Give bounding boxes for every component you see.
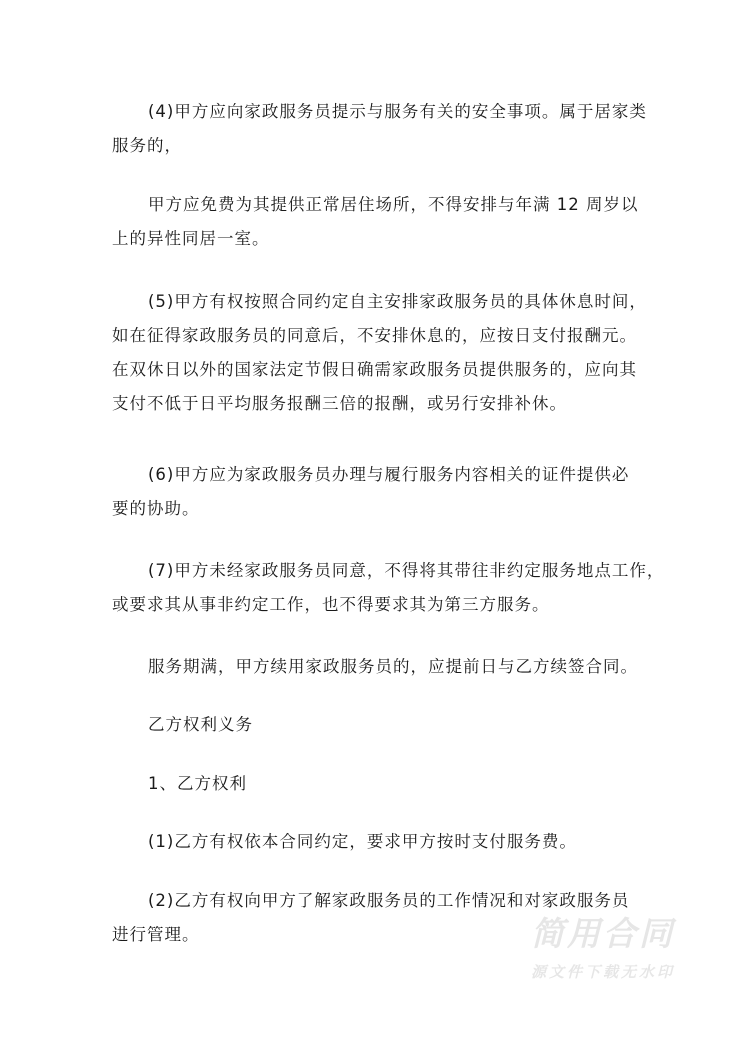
subsection-heading-party-b-rights xyxy=(112,767,637,801)
text-line: 乙方权利义务 xyxy=(148,715,253,734)
text-line: 支付不低于日平均服务报酬三倍的报酬，或另行安排补休。 xyxy=(112,394,567,413)
paragraph-item-4 xyxy=(112,95,647,163)
text-line: 服务期满，甲方续用家政服务员的，应提前日与乙方续签合同。 xyxy=(148,657,638,676)
paragraph-item-5 xyxy=(112,285,647,421)
section-heading-party-b xyxy=(112,708,637,742)
paragraph-b-item-2 xyxy=(112,884,637,952)
paragraph-item-7 xyxy=(112,554,665,622)
text-line: (4)甲方应向家政服务员提示与服务有关的安全事项。属于居家类 xyxy=(148,102,647,121)
text-line: 上的异性同居一室。 xyxy=(112,229,270,248)
text-line: 或要求其从事非约定工作，也不得要求其为第三方服务。 xyxy=(112,595,550,614)
text-line: 进行管理。 xyxy=(112,925,200,944)
text-line: (7)甲方未经家政服务员同意，不得将其带往非约定服务地点工作， xyxy=(148,561,665,580)
text-line: 服务的， xyxy=(112,136,182,155)
text-line: (1)乙方有权依本合同约定，要求甲方按时支付服务费。 xyxy=(148,832,577,851)
watermark-subtitle: 源文件下载无水印 xyxy=(530,963,675,981)
text-line: 1、乙方权利 xyxy=(148,774,247,793)
text-line: (5)甲方有权按照合同约定自主安排家政服务员的具体休息时间， xyxy=(148,292,647,311)
paragraph-b-item-1 xyxy=(112,825,637,859)
text-line: 要的协助。 xyxy=(112,499,200,518)
text-line: (2)乙方有权向甲方了解家政服务员的工作情况和对家政服务员 xyxy=(148,891,630,910)
paragraph-renewal xyxy=(112,650,637,684)
paragraph-item-6 xyxy=(112,458,637,526)
text-line: (6)甲方应为家政服务员办理与履行服务内容相关的证件提供必 xyxy=(148,465,630,484)
watermark-title: 简用合同 xyxy=(531,914,675,953)
text-line: 甲方应免费为其提供正常居住场所，不得安排与年满 12 周岁以 xyxy=(148,195,639,214)
text-line: 在双休日以外的国家法定节假日确需家政服务员提供服务的，应向其 xyxy=(112,360,637,379)
paragraph-residence xyxy=(112,188,637,256)
text-line: 如在征得家政服务员的同意后，不安排休息的，应按日支付报酬元。 xyxy=(112,326,637,345)
